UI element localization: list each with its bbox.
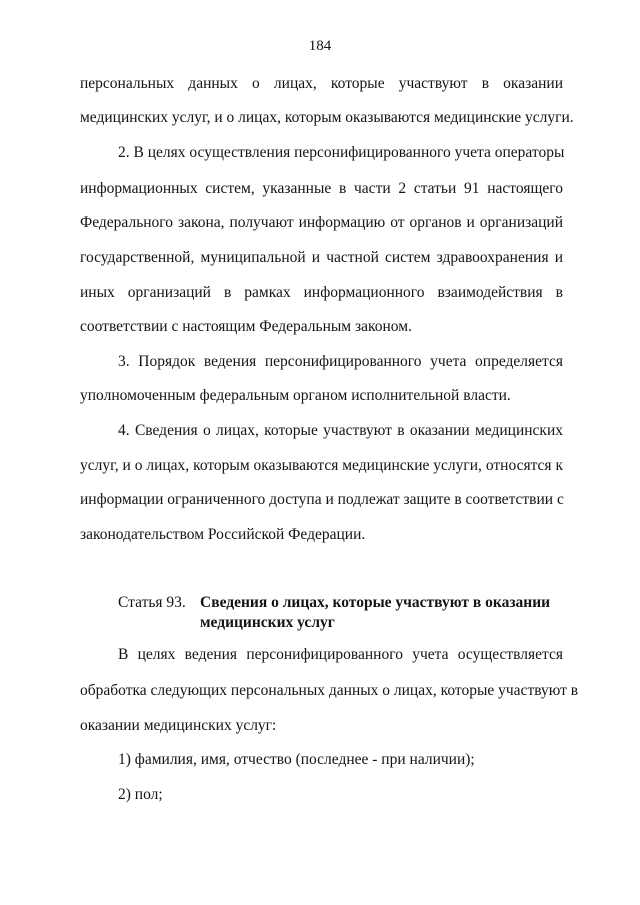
paragraph-line: государственной, муниципальной и частной систем здравоохранения и (80, 249, 563, 266)
paragraph-line: информационных систем, указанные в части 2 статьи 91 настоящего (80, 180, 563, 197)
paragraph-line: иных организаций в рамках информационного взаимодействия в (80, 284, 563, 301)
paragraph-line: В целях ведения персонифицированного учета осуществляется (118, 646, 563, 663)
article-title-line: Сведения о лицах, которые участвуют в оказании (200, 594, 551, 611)
paragraph-line: оказании медицинских услуг: (80, 717, 277, 734)
paragraph-line: Федерального закона, получают информацию от органов и организаций (80, 214, 563, 231)
paragraph-line: 3. Порядок ведения персонифицированного учета определяется (118, 353, 563, 370)
article-title-line: медицинских услуг (200, 614, 335, 631)
article-number: Статья 93. (118, 594, 186, 611)
paragraph-line: законодательством Российской Федерации. (80, 526, 366, 543)
list-item: 1) фамилия, имя, отчество (последнее - при наличии); (118, 751, 475, 768)
paragraph-line: услуг, и о лицах, которым оказываются медицинские услуги, относятся к (80, 457, 563, 474)
paragraph-line: 2. В целях осуществления персонифицированного учета операторы (118, 144, 565, 161)
paragraph-line: 4. Сведения о лицах, которые участвуют в оказании медицинских (118, 422, 563, 439)
paragraph-line: информации ограниченного доступа и подлежат защите в соответствии с (80, 491, 564, 508)
paragraph-line: обработка следующих персональных данных о лицах, которые участвуют в (80, 682, 579, 699)
paragraph-line: уполномоченным федеральным органом исполнительной власти. (80, 387, 511, 404)
paragraph-line: медицинских услуг, и о лицах, которым оказываются медицинские услуги. (80, 109, 574, 126)
list-item: 2) пол; (118, 786, 163, 803)
article-title (200, 593, 563, 633)
page-number: 184 (308, 38, 332, 54)
paragraph-line: персональных данных о лицах, которые участвуют в оказании (80, 75, 563, 92)
paragraph-line: соответствии с настоящим Федеральным законом. (80, 318, 412, 335)
